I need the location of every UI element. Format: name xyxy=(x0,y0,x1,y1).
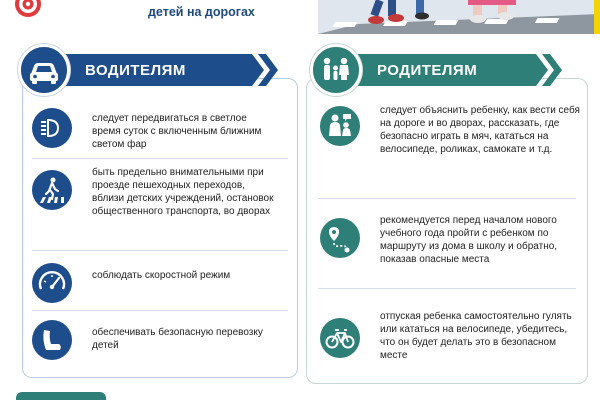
parents-title: РОДИТЕЛЯМ xyxy=(377,62,478,79)
family-icon xyxy=(313,47,359,93)
route-pin-icon xyxy=(320,218,360,258)
poster-title-line-2: детей на дорогах xyxy=(148,5,255,19)
divider xyxy=(32,310,288,311)
bicycle-icon xyxy=(320,318,360,358)
headlight-icon xyxy=(32,108,72,148)
drivers-title: ВОДИТЕЛЯМ xyxy=(85,62,186,79)
drivers-item-4-text: обеспечивать безопасную перевозку детей xyxy=(92,327,263,351)
speedometer-icon xyxy=(32,263,72,303)
parents-header-badge xyxy=(310,44,362,96)
divider xyxy=(32,250,288,251)
parents-item-3-text: отпуская ребенка самостоятельно гулять или кататься на велосипеде, убедитесь, что он будет делать это в безопасном месте xyxy=(380,311,572,361)
pedestrian-crossing-icon xyxy=(32,170,72,210)
parent-child-talk-icon xyxy=(320,106,360,146)
drivers-item-2-text: быть предельно внимательными при проезде пешеходных переходов, вблизи детских учреждений, остановок общественного транспорта, во дворах xyxy=(92,167,274,217)
drivers-item-3-text: соблюдать скоростной режим xyxy=(92,270,231,281)
bottom-section-edge xyxy=(16,392,106,400)
crosswalk-illustration xyxy=(318,0,600,34)
drivers-item-1-text: следует передвигаться в светлое время суток с включенным ближним светом фар xyxy=(92,113,262,150)
parents-item-1-text: следует объяснить ребенку, как вести себя на дороге и во дворах, рассказать, где безопасно играть в мяч, кататься на велосипеде, роликах, самокате и т.д. xyxy=(380,105,580,155)
car-icon xyxy=(21,47,67,93)
drivers-header-badge xyxy=(18,44,70,96)
divider xyxy=(318,198,576,199)
child-seat-icon xyxy=(32,320,72,360)
divider xyxy=(32,158,288,159)
target-logo-icon xyxy=(14,0,42,18)
parents-item-2-text: рекомендуется перед началом нового учебного года пройти с ребенком по маршруту из дома в школу и обратно, показав опасные места xyxy=(380,215,558,265)
divider xyxy=(318,288,576,289)
